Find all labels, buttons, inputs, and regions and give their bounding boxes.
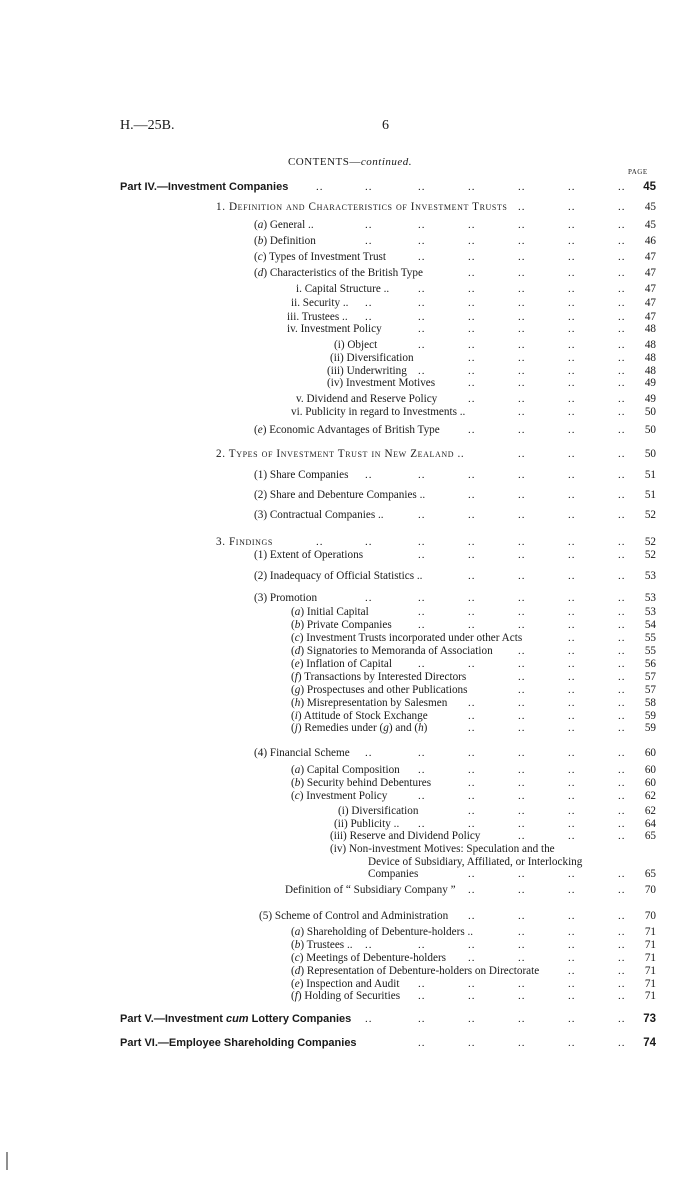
- dot-leaders: .. .. .. .. .. ..: [365, 747, 626, 759]
- toc-entry: [0, 1036, 700, 1050]
- toc-entry-label: (g) Prospectuses and other Publications: [291, 684, 468, 696]
- toc-entry-label: vi. Publicity in regard to Investments ..: [291, 406, 466, 418]
- dot-leaders: .. .. .. ..: [468, 352, 626, 364]
- dot-leaders: .. .. .. .. ..: [418, 978, 626, 990]
- toc-entry-page: 62: [644, 790, 656, 802]
- toc-entry: [0, 282, 700, 296]
- toc-entry-page: 52: [644, 549, 656, 561]
- dot-leaders: .. .. .. ..: [468, 424, 626, 436]
- toc-entry-page: 50: [644, 448, 656, 460]
- dot-leaders: .. .. .. ..: [468, 393, 626, 405]
- toc-entry-label: (c) Investment Trusts incorporated under other Acts: [291, 632, 523, 644]
- dot-leaders: .. .. .. ..: [468, 570, 626, 582]
- toc-entry-label: Definition of “ Subsidiary Company ”: [285, 884, 456, 896]
- toc-entry: [0, 909, 700, 923]
- toc-entry-page: 53: [644, 592, 656, 604]
- toc-entry: [0, 405, 700, 419]
- toc-entry-page: 48: [644, 352, 656, 364]
- toc-entry-page: 55: [644, 632, 656, 644]
- toc-entry: [0, 376, 700, 390]
- dot-leaders: .. .. .. ..: [468, 377, 626, 389]
- toc-entry-page: 58: [644, 697, 656, 709]
- dot-leaders: .. .. .. .. ..: [418, 764, 626, 776]
- toc-entry-page: 52: [644, 509, 656, 521]
- toc-entry-page: 47: [644, 311, 656, 323]
- dot-leaders: .. .. ..: [518, 684, 626, 696]
- toc-entry: [0, 569, 700, 583]
- toc-entry: [0, 250, 700, 264]
- toc-entry-page: 47: [644, 297, 656, 309]
- toc-entry-label: (d) Signatories to Memoranda of Association: [291, 645, 493, 657]
- dot-leaders: .. ..: [568, 965, 626, 977]
- dot-leaders: .. .. .. .. ..: [418, 658, 626, 670]
- toc-entry-page: 71: [644, 978, 656, 990]
- toc-entry-page: 55: [644, 645, 656, 657]
- toc-entry: [0, 338, 700, 352]
- dot-leaders: .. .. .. .. ..: [418, 606, 626, 618]
- toc-entry-label: (d) Characteristics of the British Type: [254, 267, 423, 279]
- toc-entry-page: 71: [644, 965, 656, 977]
- toc-entry-label: (ii) Diversification: [330, 352, 414, 364]
- toc-entry-page: 62: [644, 805, 656, 817]
- toc-entry: [0, 746, 700, 760]
- dot-leaders: .. .. .. .. ..: [418, 283, 626, 295]
- toc-entry-page: 48: [644, 365, 656, 377]
- dot-leaders: .. ..: [568, 632, 626, 644]
- toc-entry-page: 65: [644, 868, 656, 880]
- dot-leaders: .. .. .. .. ..: [418, 339, 626, 351]
- toc-entry-page: 60: [644, 764, 656, 776]
- toc-entry: [0, 234, 700, 248]
- toc-entry-page: 53: [644, 570, 656, 582]
- toc-entry-page: 59: [644, 710, 656, 722]
- document-code: H.—25B.: [120, 118, 175, 133]
- dot-leaders: .. .. .. ..: [468, 489, 626, 501]
- toc-entry-page: 60: [644, 747, 656, 759]
- toc-entry: [0, 657, 700, 671]
- toc-entry-page: 74: [643, 1037, 656, 1049]
- toc-entry-label: (iii) Underwriting: [327, 365, 407, 377]
- toc-entry: [0, 1012, 700, 1026]
- toc-entry: [0, 829, 700, 843]
- dot-leaders: .. .. ..: [518, 448, 626, 460]
- dot-leaders: .. .. ..: [518, 926, 626, 938]
- toc-entry: [0, 842, 700, 856]
- dot-leaders: .. .. .. .. .. ..: [365, 219, 626, 231]
- contents-title-continued: continued.: [360, 156, 413, 168]
- dot-leaders: .. .. ..: [518, 201, 626, 213]
- toc-entry: [0, 964, 700, 978]
- toc-entry-page: 52: [644, 536, 656, 548]
- toc-entry-page: 71: [644, 939, 656, 951]
- toc-entry-label: (d) Representation of Debenture-holders on Directorate: [291, 965, 540, 977]
- toc-entry-label: iii. Trustees ..: [287, 311, 348, 323]
- toc-entry-label: iv. Investment Policy: [287, 323, 382, 335]
- toc-entry-label: v. Dividend and Reserve Policy: [296, 393, 438, 405]
- dot-leaders: .. .. .. .. .. .. ..: [316, 536, 626, 548]
- toc-entry-page: 47: [644, 251, 656, 263]
- toc-entry-page: 45: [644, 201, 656, 213]
- toc-entry-label: (5) Scheme of Control and Administration: [259, 910, 449, 922]
- toc-entry-label: (f) Transactions by Interested Directors: [291, 671, 467, 683]
- toc-entry-page: 48: [644, 323, 656, 335]
- dot-leaders: .. .. .. ..: [468, 805, 626, 817]
- toc-entry-label: (b) Trustees ..: [291, 939, 353, 951]
- toc-entry-label: (1) Extent of Operations: [254, 549, 364, 561]
- toc-entry-page: 73: [643, 1013, 656, 1025]
- toc-entry: [0, 789, 700, 803]
- toc-entry-page: 71: [644, 926, 656, 938]
- dot-leaders: .. .. .. .. ..: [418, 365, 626, 377]
- toc-entry-label: (a) Initial Capital: [291, 606, 369, 618]
- dot-leaders: .. .. .. .. .. ..: [365, 592, 626, 604]
- toc-entry-label: Companies: [368, 868, 419, 880]
- dot-leaders: .. .. .. .. ..: [418, 990, 626, 1002]
- toc-entry: [0, 200, 700, 214]
- toc-entry-label: (a) Capital Composition: [291, 764, 400, 776]
- toc-entry-label: (iv) Non-investment Motives: Speculation and the: [330, 843, 555, 855]
- toc-entry-page: 47: [644, 267, 656, 279]
- toc-entry: [0, 180, 700, 194]
- toc-entry-page: 65: [644, 830, 656, 842]
- toc-entry: [0, 644, 700, 658]
- toc-entry-label: Device of Subsidiary, Affiliated, or Interlocking: [368, 856, 583, 868]
- toc-entry-label: (4) Financial Scheme: [254, 747, 350, 759]
- toc-entry-page: 56: [644, 658, 656, 670]
- dot-leaders: .. .. .. .. ..: [418, 1037, 626, 1049]
- toc-entry-page: 45: [644, 219, 656, 231]
- dot-leaders: .. .. ..: [518, 671, 626, 683]
- toc-entry-label: (c) Meetings of Debenture-holders: [291, 952, 447, 964]
- toc-entry-label: ii. Security ..: [291, 297, 349, 309]
- toc-entry-label: (i) Object: [334, 339, 378, 351]
- dot-leaders: .. .. .. ..: [468, 697, 626, 709]
- toc-entry: [0, 776, 700, 790]
- toc-entry-label: 2. Types of Investment Trust in New Zealand ..: [216, 448, 465, 460]
- toc-entry-label: (f) Holding of Securities: [291, 990, 401, 1002]
- toc-entry-page: 70: [644, 910, 656, 922]
- dot-leaders: .. .. .. .. .. ..: [365, 469, 626, 481]
- margin-mark: [6, 1152, 8, 1170]
- toc-entry-label: (a) General ..: [254, 219, 314, 231]
- toc-entry-label: (a) Shareholding of Debenture-holders ..: [291, 926, 474, 938]
- toc-entry-page: 64: [644, 818, 656, 830]
- toc-entry: [0, 423, 700, 437]
- dot-leaders: .. .. .. .. ..: [418, 818, 626, 830]
- toc-entry-label: Part VI.—Employee Shareholding Companies: [120, 1037, 357, 1049]
- dot-leaders: .. .. .. .. ..: [418, 509, 626, 521]
- toc-entry-page: 71: [644, 952, 656, 964]
- dot-leaders: .. .. .. ..: [468, 952, 626, 964]
- toc-entry-page: 53: [644, 606, 656, 618]
- dot-leaders: .. .. .. .. ..: [418, 619, 626, 631]
- dot-leaders: .. .. ..: [518, 406, 626, 418]
- page-column-label: PAGE: [628, 168, 648, 176]
- toc-entry: [0, 447, 700, 461]
- dot-leaders: .. .. ..: [518, 830, 626, 842]
- toc-entry-page: 47: [644, 283, 656, 295]
- toc-entry-page: 45: [643, 181, 656, 193]
- toc-entry-page: 71: [644, 990, 656, 1002]
- dot-leaders: .. .. .. .. ..: [418, 251, 626, 263]
- toc-entry: [0, 535, 700, 549]
- toc-entry-page: 57: [644, 684, 656, 696]
- dot-leaders: .. .. .. ..: [468, 910, 626, 922]
- toc-entry-label: (iv) Investment Motives: [327, 377, 436, 389]
- toc-entry-label: (e) Inspection and Audit: [291, 978, 400, 990]
- dot-leaders: .. .. .. .. .. ..: [365, 939, 626, 951]
- toc-entry-label: (iii) Reserve and Dividend Policy: [330, 830, 481, 842]
- toc-entry-label: (c) Types of Investment Trust: [254, 251, 387, 263]
- toc-entry: [0, 925, 700, 939]
- dot-leaders: .. .. .. ..: [468, 722, 626, 734]
- toc-entry: [0, 883, 700, 897]
- toc-entry: [0, 218, 700, 232]
- toc-entry: [0, 351, 700, 365]
- toc-entry: [0, 605, 700, 619]
- toc-entry-page: 46: [644, 235, 656, 247]
- toc-entry-page: 70: [644, 884, 656, 896]
- toc-entry-label: (b) Private Companies: [291, 619, 392, 631]
- toc-entry-label: (2) Inadequacy of Official Statistics ..: [254, 570, 423, 582]
- toc-entry-label: (3) Promotion: [254, 592, 318, 604]
- toc-entry: [0, 763, 700, 777]
- toc-entry-page: 50: [644, 424, 656, 436]
- toc-entry: [0, 683, 700, 697]
- toc-entry-page: 60: [644, 777, 656, 789]
- dot-leaders: .. .. .. .. ..: [418, 549, 626, 561]
- toc-entry-label: 3. Findings: [216, 536, 273, 548]
- toc-entry: [0, 266, 700, 280]
- toc-entry: [0, 468, 700, 482]
- toc-entry-label: (e) Economic Advantages of British Type: [254, 424, 440, 436]
- toc-entry: [0, 804, 700, 818]
- toc-entry: [0, 488, 700, 502]
- toc-entry-page: 59: [644, 722, 656, 734]
- toc-entry-label: (3) Contractual Companies ..: [254, 509, 384, 521]
- page-number: 6: [382, 118, 389, 133]
- toc-entry-page: 54: [644, 619, 656, 631]
- toc-entry: [0, 670, 700, 684]
- toc-entry-label: Part V.—Investment cum Lottery Companies: [120, 1013, 352, 1025]
- toc-entry: [0, 322, 700, 336]
- toc-entry: [0, 631, 700, 645]
- toc-entry: [0, 721, 700, 735]
- toc-entry-page: 49: [644, 377, 656, 389]
- toc-entry-page: 51: [644, 489, 656, 501]
- dot-leaders: .. .. .. .. .. ..: [365, 1013, 626, 1025]
- toc-entry: [0, 696, 700, 710]
- dot-leaders: .. .. .. ..: [468, 710, 626, 722]
- toc-entry-label: (1) Share Companies: [254, 469, 349, 481]
- toc-entry: [0, 989, 700, 1003]
- toc-entry: [0, 618, 700, 632]
- toc-entry-label: (h) Misrepresentation by Salesmen: [291, 697, 448, 709]
- toc-entry-label: i. Capital Structure ..: [296, 283, 390, 295]
- toc-entry-label: (b) Security behind Debentures: [291, 777, 432, 789]
- toc-entry-label: (ii) Publicity ..: [334, 818, 400, 830]
- toc-entry-label: (j) Remedies under (g) and (h): [291, 722, 428, 734]
- toc-entry-page: 48: [644, 339, 656, 351]
- dot-leaders: .. .. .. .. .. ..: [365, 235, 626, 247]
- dot-leaders: .. .. .. .. ..: [418, 323, 626, 335]
- toc-entry-label: Part IV.—Investment Companies: [120, 181, 289, 193]
- dot-leaders: .. .. .. ..: [468, 267, 626, 279]
- toc-entry: [0, 591, 700, 605]
- toc-entry-label: (i) Diversification: [338, 805, 419, 817]
- toc-entry: [0, 951, 700, 965]
- contents-title-main: CONTENTS—: [287, 156, 361, 168]
- toc-entry-label: (c) Investment Policy: [291, 790, 388, 802]
- dot-leaders: .. .. ..: [518, 645, 626, 657]
- toc-entry-page: 51: [644, 469, 656, 481]
- dot-leaders: .. .. .. .. .. ..: [365, 297, 626, 309]
- toc-entry-label: (b) Definition: [254, 235, 316, 247]
- dot-leaders: .. .. .. .. .. .. ..: [316, 181, 626, 193]
- dot-leaders: .. .. .. ..: [468, 884, 626, 896]
- toc-entry-label: (e) Inflation of Capital: [291, 658, 392, 670]
- dot-leaders: .. .. .. ..: [468, 868, 626, 880]
- toc-entry: [0, 392, 700, 406]
- toc-entry: [0, 548, 700, 562]
- toc-entry: [0, 508, 700, 522]
- dot-leaders: .. .. .. ..: [468, 777, 626, 789]
- toc-entry-label: (2) Share and Debenture Companies ..: [254, 489, 426, 501]
- toc-entry-page: 49: [644, 393, 656, 405]
- toc-entry: [0, 296, 700, 310]
- toc-entry: [0, 938, 700, 952]
- toc-entry-label: 1. Definition and Characteristics of Investment Trusts: [216, 201, 508, 213]
- dot-leaders: .. .. .. .. .. ..: [365, 311, 626, 323]
- toc-entry-page: 57: [644, 671, 656, 683]
- dot-leaders: .. .. .. .. ..: [418, 790, 626, 802]
- toc-entry-page: 50: [644, 406, 656, 418]
- toc-entry-label: (i) Attitude of Stock Exchange: [291, 710, 428, 722]
- toc-entry: [0, 867, 700, 881]
